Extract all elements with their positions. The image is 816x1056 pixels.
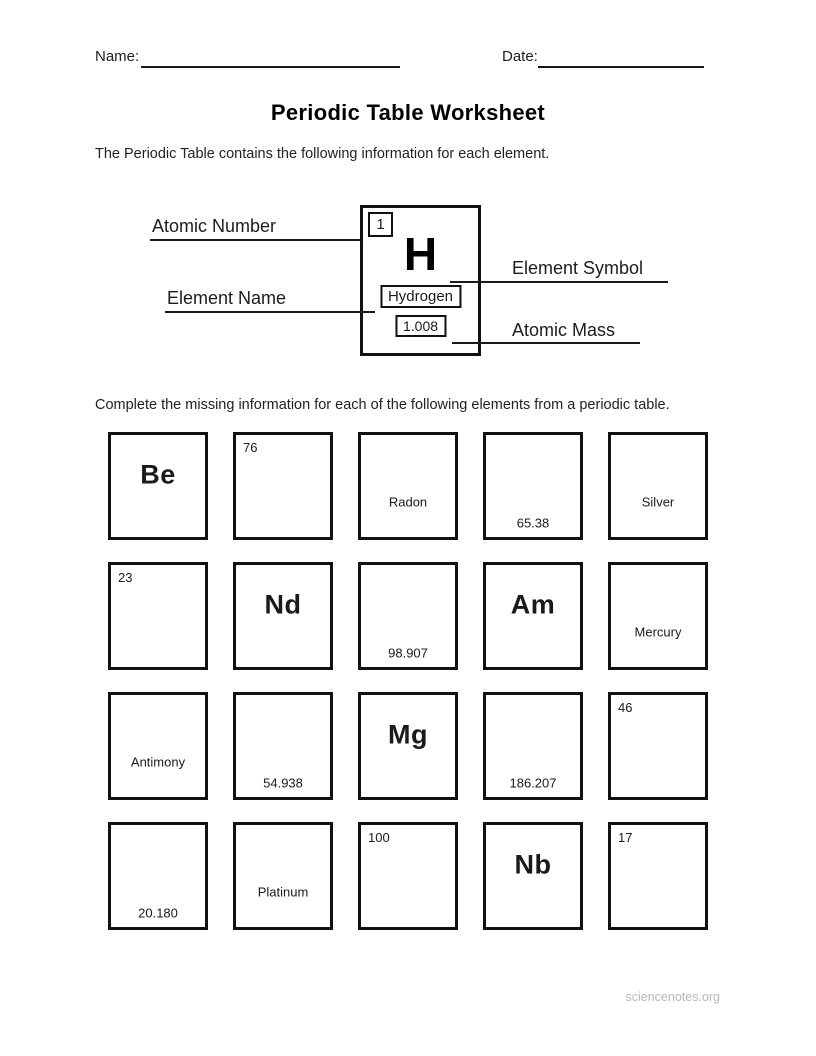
element-symbol: Nd bbox=[264, 589, 302, 620]
name-label: Name: bbox=[95, 48, 140, 65]
example-atomic-mass: 1.008 bbox=[395, 315, 446, 337]
element-box bbox=[608, 692, 708, 800]
element-name: Radon bbox=[388, 494, 428, 510]
element-box bbox=[233, 562, 333, 670]
atomic-mass-line bbox=[452, 342, 640, 344]
element-box bbox=[608, 432, 708, 540]
element-box bbox=[233, 822, 333, 930]
footer-credit: sciencenotes.org bbox=[625, 990, 720, 1004]
element-box bbox=[358, 432, 458, 540]
element-name: Silver bbox=[641, 494, 675, 510]
element-box bbox=[483, 432, 583, 540]
atomic-number-line bbox=[150, 239, 362, 241]
element-name-line bbox=[165, 311, 375, 313]
element-box bbox=[483, 562, 583, 670]
element-grid bbox=[108, 432, 708, 930]
page-title: Periodic Table Worksheet bbox=[270, 100, 546, 125]
date-label: Date: bbox=[502, 48, 538, 65]
example-atomic-number: 1 bbox=[368, 212, 393, 237]
element-box bbox=[483, 822, 583, 930]
element-box bbox=[108, 432, 208, 540]
element-symbol-line bbox=[450, 281, 668, 283]
element-name: Platinum bbox=[257, 884, 309, 900]
element-box bbox=[358, 562, 458, 670]
element-box bbox=[608, 562, 708, 670]
element-symbol: Am bbox=[510, 589, 556, 620]
instructions-text: Complete the missing information for each of the following elements from a periodic table. bbox=[95, 397, 670, 413]
element-symbol: Mg bbox=[388, 719, 428, 750]
element-mass: 54.938 bbox=[263, 775, 303, 791]
element-box bbox=[358, 822, 458, 930]
element-box bbox=[108, 562, 208, 670]
element-number: 23 bbox=[118, 570, 133, 585]
example-element-symbol: H bbox=[403, 228, 438, 280]
element-name: Mercury bbox=[634, 624, 682, 640]
atomic-mass-label: Atomic Mass bbox=[512, 320, 616, 340]
element-box bbox=[358, 692, 458, 800]
element-number: 46 bbox=[618, 700, 633, 715]
atomic-number-label: Atomic Number bbox=[152, 216, 277, 236]
element-box bbox=[608, 822, 708, 930]
element-box bbox=[108, 822, 208, 930]
element-mass: 20.180 bbox=[138, 905, 178, 921]
element-name: Antimony bbox=[130, 754, 186, 770]
element-number: 76 bbox=[243, 440, 258, 455]
element-box bbox=[108, 692, 208, 800]
element-symbol: Be bbox=[140, 459, 176, 490]
intro-text: The Periodic Table contains the following information for each element. bbox=[95, 146, 550, 162]
element-number: 17 bbox=[618, 830, 633, 845]
element-box bbox=[233, 432, 333, 540]
date-underline bbox=[538, 66, 704, 68]
element-box bbox=[483, 692, 583, 800]
element-mass: 98.907 bbox=[388, 645, 428, 661]
name-underline bbox=[141, 66, 400, 68]
example-element-name: Hydrogen bbox=[380, 285, 461, 308]
element-name-label: Element Name bbox=[167, 288, 287, 308]
element-number: 100 bbox=[368, 830, 390, 845]
element-symbol: Nb bbox=[514, 849, 552, 880]
element-box bbox=[233, 692, 333, 800]
element-mass: 186.207 bbox=[509, 775, 557, 791]
element-mass: 65.38 bbox=[516, 515, 550, 531]
element-symbol-label: Element Symbol bbox=[512, 258, 644, 278]
